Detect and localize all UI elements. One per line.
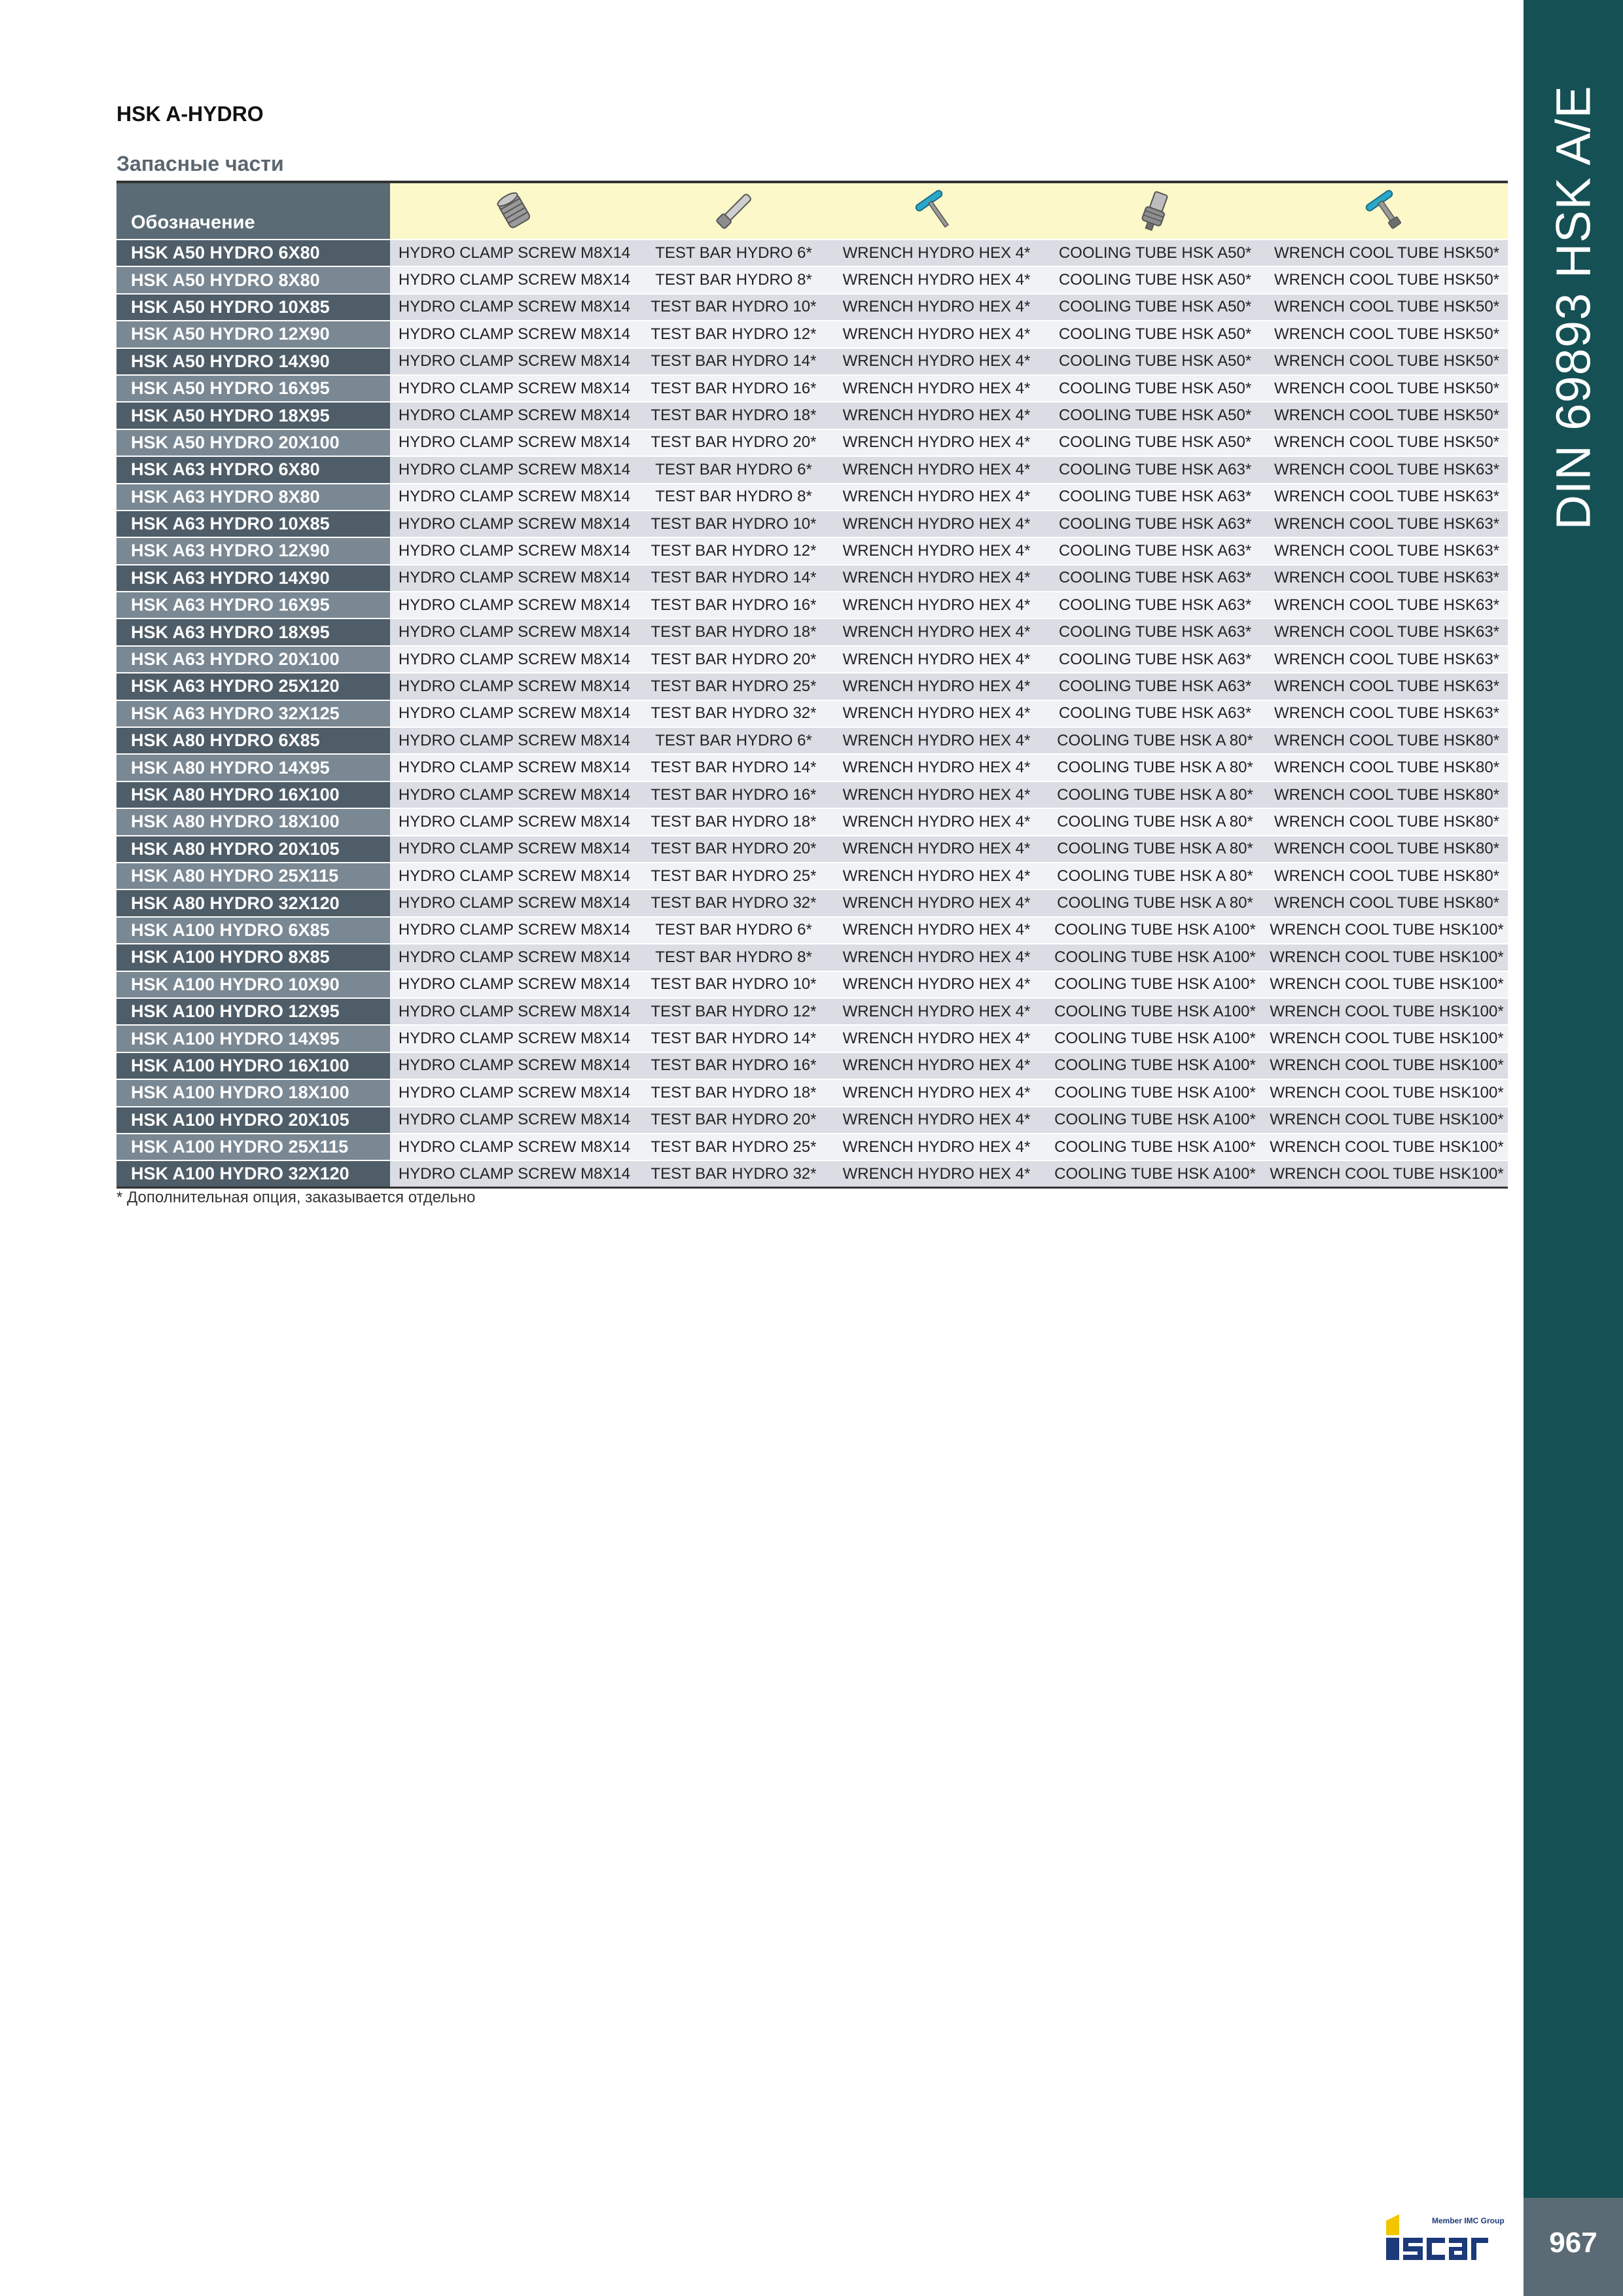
designation-cell: HSK A63 HYDRO 10X85 — [116, 511, 390, 537]
part-cell: WRENCH HYDRO HEX 4* — [829, 917, 1044, 944]
part-cell: WRENCH HYDRO HEX 4* — [829, 484, 1044, 511]
designation-cell: HSK A80 HYDRO 25X115 — [116, 863, 390, 889]
part-cell: TEST BAR HYDRO 16* — [639, 592, 829, 619]
part-cell: COOLING TUBE HSK A100* — [1044, 1079, 1266, 1106]
part-cell: WRENCH COOL TUBE HSK100* — [1266, 944, 1508, 971]
page-number: 967 — [1549, 2227, 1597, 2259]
part-cell: WRENCH HYDRO HEX 4* — [829, 727, 1044, 754]
part-cell: WRENCH HYDRO HEX 4* — [829, 781, 1044, 808]
part-cell: WRENCH HYDRO HEX 4* — [829, 971, 1044, 998]
part-cell: HYDRO CLAMP SCREW M8X14 — [390, 1160, 639, 1187]
part-cell: COOLING TUBE HSK A100* — [1044, 1134, 1266, 1160]
part-cell: TEST BAR HYDRO 18* — [639, 808, 829, 835]
part-cell: COOLING TUBE HSK A50* — [1044, 348, 1266, 375]
part-cell: WRENCH COOL TUBE HSK100* — [1266, 998, 1508, 1025]
part-cell: WRENCH HYDRO HEX 4* — [829, 402, 1044, 429]
part-cell: HYDRO CLAMP SCREW M8X14 — [390, 375, 639, 402]
designation-cell: HSK A50 HYDRO 6X80 — [116, 240, 390, 266]
part-cell: HYDRO CLAMP SCREW M8X14 — [390, 456, 639, 483]
part-cell: COOLING TUBE HSK A63* — [1044, 646, 1266, 673]
cool-tube-wrench-column-header — [1266, 182, 1508, 240]
table-row — [116, 565, 1508, 592]
part-cell: WRENCH COOL TUBE HSK50* — [1266, 294, 1508, 321]
part-cell: COOLING TUBE HSK A63* — [1044, 537, 1266, 564]
part-cell: TEST BAR HYDRO 18* — [639, 1079, 829, 1106]
table-row — [116, 348, 1508, 375]
part-cell: COOLING TUBE HSK A100* — [1044, 998, 1266, 1025]
part-cell: TEST BAR HYDRO 20* — [639, 646, 829, 673]
table-row — [116, 808, 1508, 835]
part-cell: COOLING TUBE HSK A50* — [1044, 266, 1266, 293]
part-cell: WRENCH HYDRO HEX 4* — [829, 673, 1044, 700]
part-cell: TEST BAR HYDRO 16* — [639, 1052, 829, 1079]
table-row — [116, 944, 1508, 971]
table-row — [116, 754, 1508, 781]
part-cell: WRENCH HYDRO HEX 4* — [829, 836, 1044, 863]
designation-cell: HSK A50 HYDRO 8X80 — [116, 266, 390, 293]
designation-cell: HSK A80 HYDRO 20X105 — [116, 836, 390, 863]
part-cell: TEST BAR HYDRO 25* — [639, 863, 829, 889]
part-cell: TEST BAR HYDRO 25* — [639, 673, 829, 700]
designation-cell: HSK A50 HYDRO 18X95 — [116, 402, 390, 429]
part-cell: HYDRO CLAMP SCREW M8X14 — [390, 971, 639, 998]
table-row — [116, 917, 1508, 944]
part-cell: WRENCH HYDRO HEX 4* — [829, 294, 1044, 321]
part-cell: WRENCH COOL TUBE HSK63* — [1266, 484, 1508, 511]
part-cell: WRENCH HYDRO HEX 4* — [829, 1052, 1044, 1079]
table-row — [116, 1025, 1508, 1052]
designation-cell: HSK A100 HYDRO 14X95 — [116, 1025, 390, 1052]
part-cell: HYDRO CLAMP SCREW M8X14 — [390, 266, 639, 293]
part-cell: HYDRO CLAMP SCREW M8X14 — [390, 1079, 639, 1106]
part-cell: WRENCH COOL TUBE HSK80* — [1266, 889, 1508, 916]
designation-cell: HSK A100 HYDRO 16X100 — [116, 1052, 390, 1079]
part-cell: HYDRO CLAMP SCREW M8X14 — [390, 808, 639, 835]
part-cell: COOLING TUBE HSK A50* — [1044, 321, 1266, 348]
part-cell: WRENCH HYDRO HEX 4* — [829, 998, 1044, 1025]
part-cell: COOLING TUBE HSK A 80* — [1044, 808, 1266, 835]
part-cell: TEST BAR HYDRO 16* — [639, 781, 829, 808]
part-cell: HYDRO CLAMP SCREW M8X14 — [390, 944, 639, 971]
designation-cell: HSK A63 HYDRO 20X100 — [116, 646, 390, 673]
part-cell: TEST BAR HYDRO 18* — [639, 619, 829, 645]
part-cell: TEST BAR HYDRO 20* — [639, 429, 829, 456]
part-cell: COOLING TUBE HSK A 80* — [1044, 836, 1266, 863]
part-cell: WRENCH COOL TUBE HSK50* — [1266, 348, 1508, 375]
designation-cell: HSK A50 HYDRO 14X90 — [116, 348, 390, 375]
table-row — [116, 592, 1508, 619]
designation-cell: HSK A50 HYDRO 20X100 — [116, 429, 390, 456]
table-row — [116, 998, 1508, 1025]
part-cell: TEST BAR HYDRO 6* — [639, 727, 829, 754]
part-cell: TEST BAR HYDRO 32* — [639, 889, 829, 916]
designation-cell: HSK A63 HYDRO 18X95 — [116, 619, 390, 645]
part-cell: TEST BAR HYDRO 10* — [639, 971, 829, 998]
part-cell: TEST BAR HYDRO 8* — [639, 944, 829, 971]
part-cell: COOLING TUBE HSK A50* — [1044, 240, 1266, 266]
table-row — [116, 537, 1508, 564]
part-cell: WRENCH COOL TUBE HSK80* — [1266, 781, 1508, 808]
part-cell: TEST BAR HYDRO 8* — [639, 484, 829, 511]
part-cell: TEST BAR HYDRO 14* — [639, 348, 829, 375]
part-cell: TEST BAR HYDRO 10* — [639, 294, 829, 321]
part-cell: WRENCH HYDRO HEX 4* — [829, 754, 1044, 781]
part-cell: WRENCH HYDRO HEX 4* — [829, 266, 1044, 293]
table-row — [116, 240, 1508, 266]
part-cell: WRENCH HYDRO HEX 4* — [829, 375, 1044, 402]
part-cell: TEST BAR HYDRO 14* — [639, 1025, 829, 1052]
test-bar-icon — [711, 188, 757, 234]
part-cell: WRENCH HYDRO HEX 4* — [829, 1079, 1044, 1106]
table-row — [116, 1160, 1508, 1187]
part-cell: WRENCH HYDRO HEX 4* — [829, 456, 1044, 483]
part-cell: WRENCH COOL TUBE HSK80* — [1266, 863, 1508, 889]
part-cell: WRENCH COOL TUBE HSK100* — [1266, 1079, 1508, 1106]
clamp-screw-icon — [491, 188, 537, 234]
designation-cell: HSK A63 HYDRO 32X125 — [116, 700, 390, 727]
part-cell: WRENCH COOL TUBE HSK63* — [1266, 646, 1508, 673]
part-cell: WRENCH COOL TUBE HSK100* — [1266, 1134, 1508, 1160]
part-cell: WRENCH HYDRO HEX 4* — [829, 944, 1044, 971]
table-row — [116, 1052, 1508, 1079]
part-cell: HYDRO CLAMP SCREW M8X14 — [390, 863, 639, 889]
designation-cell: HSK A63 HYDRO 14X90 — [116, 565, 390, 592]
part-cell: WRENCH HYDRO HEX 4* — [829, 1134, 1044, 1160]
table-row — [116, 321, 1508, 348]
part-cell: WRENCH COOL TUBE HSK80* — [1266, 754, 1508, 781]
cooling-tube-icon — [1132, 188, 1178, 234]
designation-cell: HSK A80 HYDRO 6X85 — [116, 727, 390, 754]
clamp-screw-column-header — [390, 182, 639, 240]
table-row — [116, 484, 1508, 511]
part-cell: TEST BAR HYDRO 12* — [639, 537, 829, 564]
part-cell: WRENCH COOL TUBE HSK100* — [1266, 971, 1508, 998]
designation-cell: HSK A80 HYDRO 14X95 — [116, 754, 390, 781]
part-cell: HYDRO CLAMP SCREW M8X14 — [390, 889, 639, 916]
part-cell: WRENCH HYDRO HEX 4* — [829, 1160, 1044, 1187]
part-cell: WRENCH HYDRO HEX 4* — [829, 429, 1044, 456]
designation-cell: HSK A63 HYDRO 8X80 — [116, 484, 390, 511]
part-cell: COOLING TUBE HSK A50* — [1044, 402, 1266, 429]
part-cell: WRENCH COOL TUBE HSK63* — [1266, 565, 1508, 592]
part-cell: HYDRO CLAMP SCREW M8X14 — [390, 917, 639, 944]
part-cell: HYDRO CLAMP SCREW M8X14 — [390, 429, 639, 456]
part-cell: WRENCH HYDRO HEX 4* — [829, 592, 1044, 619]
part-cell: HYDRO CLAMP SCREW M8X14 — [390, 1025, 639, 1052]
part-cell: COOLING TUBE HSK A63* — [1044, 673, 1266, 700]
table-row — [116, 402, 1508, 429]
part-cell: HYDRO CLAMP SCREW M8X14 — [390, 511, 639, 537]
part-cell: WRENCH COOL TUBE HSK50* — [1266, 266, 1508, 293]
table-row — [116, 1134, 1508, 1160]
part-cell: HYDRO CLAMP SCREW M8X14 — [390, 700, 639, 727]
part-cell: COOLING TUBE HSK A100* — [1044, 1052, 1266, 1079]
part-cell: COOLING TUBE HSK A50* — [1044, 375, 1266, 402]
part-cell: COOLING TUBE HSK A100* — [1044, 917, 1266, 944]
part-cell: HYDRO CLAMP SCREW M8X14 — [390, 998, 639, 1025]
part-cell: WRENCH COOL TUBE HSK63* — [1266, 592, 1508, 619]
part-cell: TEST BAR HYDRO 10* — [639, 511, 829, 537]
part-cell: WRENCH HYDRO HEX 4* — [829, 511, 1044, 537]
part-cell: WRENCH HYDRO HEX 4* — [829, 863, 1044, 889]
part-cell: WRENCH HYDRO HEX 4* — [829, 537, 1044, 564]
designation-cell: HSK A63 HYDRO 12X90 — [116, 537, 390, 564]
part-cell: WRENCH COOL TUBE HSK63* — [1266, 673, 1508, 700]
part-cell: WRENCH HYDRO HEX 4* — [829, 348, 1044, 375]
part-cell: COOLING TUBE HSK A100* — [1044, 1107, 1266, 1134]
part-cell: COOLING TUBE HSK A50* — [1044, 294, 1266, 321]
side-title: DIN 69893 HSK A/E — [1546, 85, 1601, 530]
part-cell: TEST BAR HYDRO 6* — [639, 240, 829, 266]
part-cell: TEST BAR HYDRO 20* — [639, 1107, 829, 1134]
part-cell: TEST BAR HYDRO 12* — [639, 998, 829, 1025]
part-cell: WRENCH COOL TUBE HSK80* — [1266, 727, 1508, 754]
part-cell: WRENCH HYDRO HEX 4* — [829, 565, 1044, 592]
part-cell: HYDRO CLAMP SCREW M8X14 — [390, 646, 639, 673]
part-cell: WRENCH HYDRO HEX 4* — [829, 240, 1044, 266]
part-cell: COOLING TUBE HSK A50* — [1044, 429, 1266, 456]
designation-cell: HSK A80 HYDRO 18X100 — [116, 808, 390, 835]
t-wrench-icon — [914, 188, 959, 234]
table-row — [116, 889, 1508, 916]
table-row — [116, 781, 1508, 808]
part-cell: COOLING TUBE HSK A100* — [1044, 1160, 1266, 1187]
table-row — [116, 863, 1508, 889]
designation-cell: HSK A100 HYDRO 25X115 — [116, 1134, 390, 1160]
wrench-column-header — [829, 182, 1044, 240]
part-cell: COOLING TUBE HSK A100* — [1044, 1025, 1266, 1052]
part-cell: HYDRO CLAMP SCREW M8X14 — [390, 240, 639, 266]
designation-cell: HSK A100 HYDRO 10X90 — [116, 971, 390, 998]
part-cell: COOLING TUBE HSK A63* — [1044, 700, 1266, 727]
part-cell: COOLING TUBE HSK A63* — [1044, 565, 1266, 592]
table-row — [116, 375, 1508, 402]
part-cell: WRENCH COOL TUBE HSK50* — [1266, 429, 1508, 456]
part-cell: WRENCH COOL TUBE HSK100* — [1266, 1052, 1508, 1079]
part-cell: WRENCH COOL TUBE HSK100* — [1266, 917, 1508, 944]
part-cell: TEST BAR HYDRO 6* — [639, 456, 829, 483]
part-cell: HYDRO CLAMP SCREW M8X14 — [390, 484, 639, 511]
part-cell: WRENCH COOL TUBE HSK50* — [1266, 240, 1508, 266]
part-cell: HYDRO CLAMP SCREW M8X14 — [390, 348, 639, 375]
table-row — [116, 836, 1508, 863]
part-cell: HYDRO CLAMP SCREW M8X14 — [390, 619, 639, 645]
designation-cell: HSK A100 HYDRO 20X105 — [116, 1107, 390, 1134]
part-cell: HYDRO CLAMP SCREW M8X14 — [390, 781, 639, 808]
part-cell: WRENCH COOL TUBE HSK63* — [1266, 456, 1508, 483]
part-cell: COOLING TUBE HSK A63* — [1044, 619, 1266, 645]
designation-cell: HSK A100 HYDRO 18X100 — [116, 1079, 390, 1106]
part-cell: WRENCH HYDRO HEX 4* — [829, 619, 1044, 645]
table-row — [116, 673, 1508, 700]
part-cell: WRENCH HYDRO HEX 4* — [829, 646, 1044, 673]
part-cell: WRENCH COOL TUBE HSK50* — [1266, 375, 1508, 402]
part-cell: WRENCH HYDRO HEX 4* — [829, 1107, 1044, 1134]
part-cell: HYDRO CLAMP SCREW M8X14 — [390, 754, 639, 781]
table-row — [116, 1079, 1508, 1106]
part-cell: WRENCH COOL TUBE HSK63* — [1266, 511, 1508, 537]
cool-tube-wrench-icon — [1364, 188, 1410, 234]
part-cell: HYDRO CLAMP SCREW M8X14 — [390, 402, 639, 429]
part-cell: COOLING TUBE HSK A100* — [1044, 944, 1266, 971]
part-cell: TEST BAR HYDRO 14* — [639, 754, 829, 781]
part-cell: HYDRO CLAMP SCREW M8X14 — [390, 321, 639, 348]
part-cell: WRENCH COOL TUBE HSK63* — [1266, 700, 1508, 727]
part-cell: TEST BAR HYDRO 20* — [639, 836, 829, 863]
part-cell: COOLING TUBE HSK A100* — [1044, 971, 1266, 998]
part-cell: TEST BAR HYDRO 32* — [639, 700, 829, 727]
part-cell: WRENCH COOL TUBE HSK50* — [1266, 402, 1508, 429]
part-cell: TEST BAR HYDRO 14* — [639, 565, 829, 592]
part-cell: COOLING TUBE HSK A63* — [1044, 592, 1266, 619]
table-row — [116, 294, 1508, 321]
part-cell: COOLING TUBE HSK A 80* — [1044, 781, 1266, 808]
part-cell: HYDRO CLAMP SCREW M8X14 — [390, 565, 639, 592]
part-cell: HYDRO CLAMP SCREW M8X14 — [390, 1107, 639, 1134]
cooling-tube-column-header — [1044, 182, 1266, 240]
part-cell: HYDRO CLAMP SCREW M8X14 — [390, 592, 639, 619]
designation-cell: HSK A100 HYDRO 32X120 — [116, 1160, 390, 1187]
part-cell: WRENCH COOL TUBE HSK80* — [1266, 836, 1508, 863]
part-cell: HYDRO CLAMP SCREW M8X14 — [390, 294, 639, 321]
part-cell: HYDRO CLAMP SCREW M8X14 — [390, 836, 639, 863]
part-cell: WRENCH COOL TUBE HSK100* — [1266, 1160, 1508, 1187]
table-row — [116, 1107, 1508, 1134]
part-cell: WRENCH COOL TUBE HSK80* — [1266, 808, 1508, 835]
section-subtitle: Запасные части — [116, 152, 284, 175]
part-cell: COOLING TUBE HSK A 80* — [1044, 863, 1266, 889]
part-cell: TEST BAR HYDRO 12* — [639, 321, 829, 348]
table-row — [116, 646, 1508, 673]
table-row — [116, 429, 1508, 456]
part-cell: COOLING TUBE HSK A 80* — [1044, 727, 1266, 754]
table-row — [116, 619, 1508, 645]
part-cell: TEST BAR HYDRO 6* — [639, 917, 829, 944]
test-bar-column-header — [639, 182, 829, 240]
designation-cell: HSK A63 HYDRO 16X95 — [116, 592, 390, 619]
designation-cell: HSK A100 HYDRO 12X95 — [116, 998, 390, 1025]
designation-cell: HSK A63 HYDRO 6X80 — [116, 456, 390, 483]
part-cell: WRENCH HYDRO HEX 4* — [829, 700, 1044, 727]
footnote: * Дополнительная опция, заказывается отдельно — [116, 1189, 476, 1206]
designation-cell: HSK A50 HYDRO 16X95 — [116, 375, 390, 402]
part-cell: COOLING TUBE HSK A63* — [1044, 456, 1266, 483]
table-row — [116, 266, 1508, 293]
part-cell: COOLING TUBE HSK A 80* — [1044, 889, 1266, 916]
part-cell: WRENCH COOL TUBE HSK50* — [1266, 321, 1508, 348]
designation-cell: HSK A63 HYDRO 25X120 — [116, 673, 390, 700]
part-cell: WRENCH HYDRO HEX 4* — [829, 889, 1044, 916]
part-cell: HYDRO CLAMP SCREW M8X14 — [390, 1052, 639, 1079]
table-row — [116, 700, 1508, 727]
designation-cell: HSK A100 HYDRO 6X85 — [116, 917, 390, 944]
part-cell: WRENCH HYDRO HEX 4* — [829, 808, 1044, 835]
designation-cell: HSK A100 HYDRO 8X85 — [116, 944, 390, 971]
designation-cell: HSK A80 HYDRO 16X100 — [116, 781, 390, 808]
part-cell: WRENCH HYDRO HEX 4* — [829, 1025, 1044, 1052]
part-cell: WRENCH COOL TUBE HSK63* — [1266, 619, 1508, 645]
table-row — [116, 971, 1508, 998]
designation-header: Обозначение — [116, 182, 390, 240]
part-cell: WRENCH HYDRO HEX 4* — [829, 321, 1044, 348]
logo-tagline: Member IMC Group — [1432, 2216, 1505, 2225]
part-cell: WRENCH COOL TUBE HSK100* — [1266, 1107, 1508, 1134]
part-cell: COOLING TUBE HSK A63* — [1044, 484, 1266, 511]
designation-cell: HSK A50 HYDRO 10X85 — [116, 294, 390, 321]
part-cell: COOLING TUBE HSK A 80* — [1044, 754, 1266, 781]
part-cell: WRENCH COOL TUBE HSK63* — [1266, 537, 1508, 564]
table-header-row — [116, 182, 1508, 240]
table-row — [116, 511, 1508, 537]
spare-parts-table — [116, 181, 1508, 1189]
part-cell: HYDRO CLAMP SCREW M8X14 — [390, 673, 639, 700]
page-number-box — [1524, 2198, 1623, 2296]
part-cell: HYDRO CLAMP SCREW M8X14 — [390, 537, 639, 564]
part-cell: TEST BAR HYDRO 16* — [639, 375, 829, 402]
designation-cell: HSK A50 HYDRO 12X90 — [116, 321, 390, 348]
part-cell: COOLING TUBE HSK A63* — [1044, 511, 1266, 537]
part-cell: TEST BAR HYDRO 18* — [639, 402, 829, 429]
part-cell: TEST BAR HYDRO 8* — [639, 266, 829, 293]
part-cell: TEST BAR HYDRO 25* — [639, 1134, 829, 1160]
page-title: HSK A-HYDRO — [116, 102, 264, 126]
table-row — [116, 727, 1508, 754]
part-cell: WRENCH COOL TUBE HSK100* — [1266, 1025, 1508, 1052]
designation-cell: HSK A80 HYDRO 32X120 — [116, 889, 390, 916]
table-row — [116, 456, 1508, 483]
part-cell: HYDRO CLAMP SCREW M8X14 — [390, 727, 639, 754]
part-cell: TEST BAR HYDRO 32* — [639, 1160, 829, 1187]
part-cell: HYDRO CLAMP SCREW M8X14 — [390, 1134, 639, 1160]
